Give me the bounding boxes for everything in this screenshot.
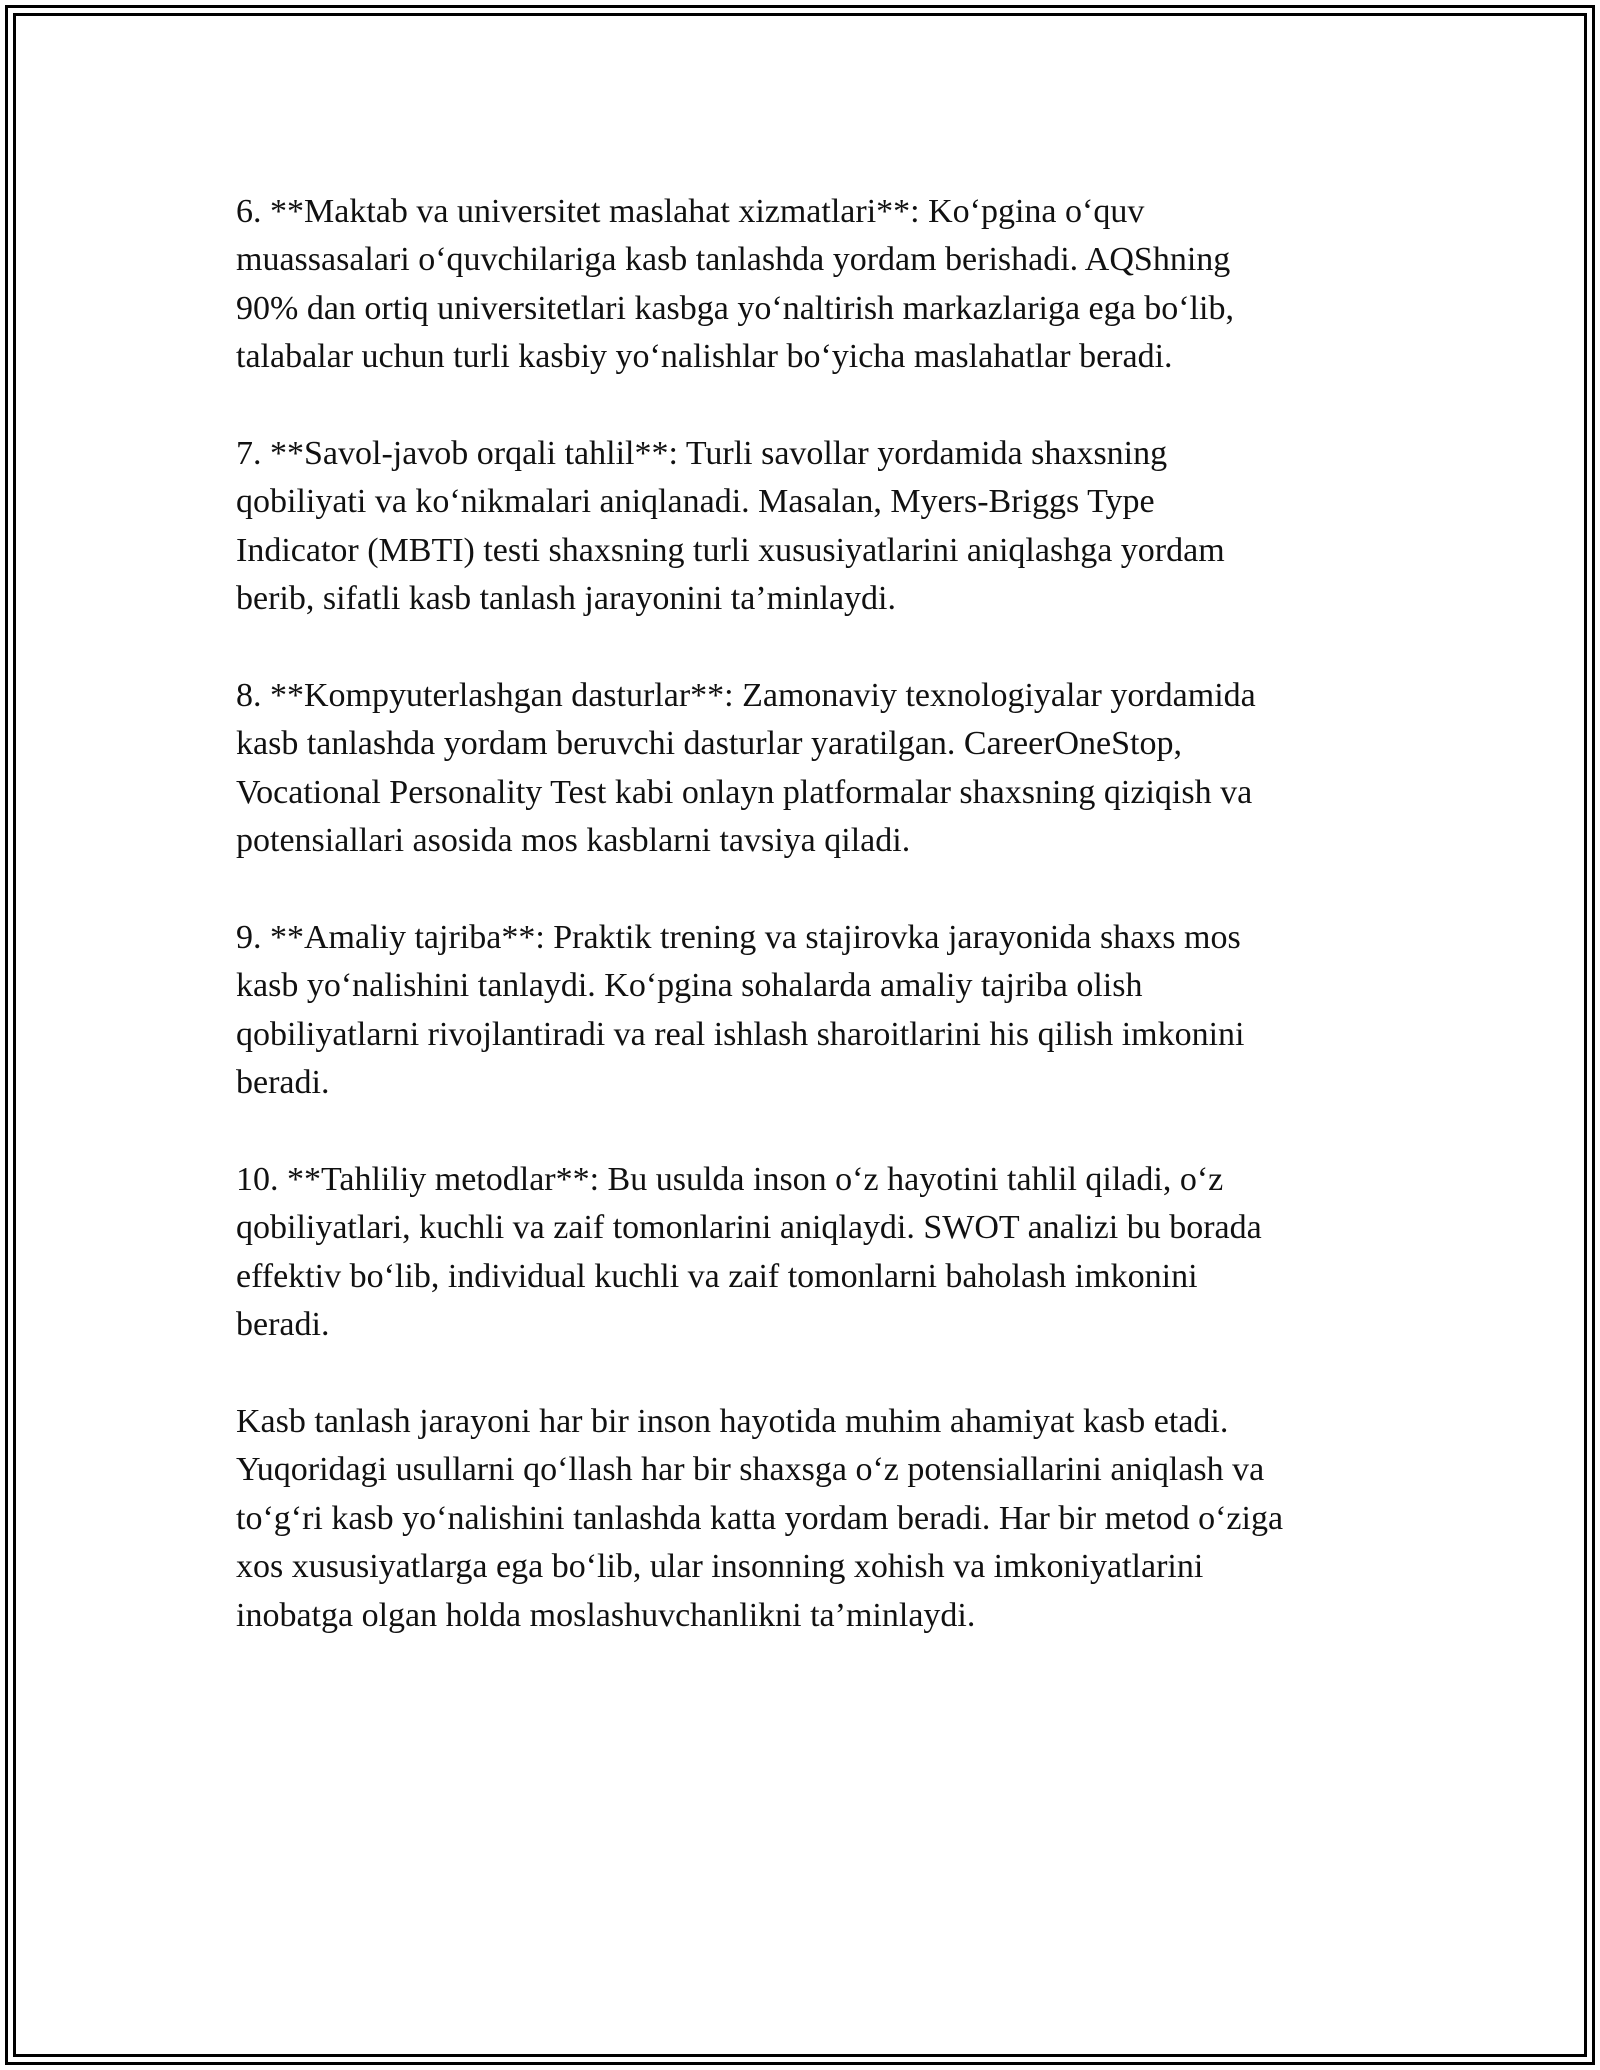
paragraph-item-8: 8. **Kompyuterlashgan dasturlar**: Zamonaviy texnologiyalar yordamida kasb tanlashda yordam beruvchi dasturlar yaratilgan. CareerOneStop, Vocational Personality Test kabi onlayn platformalar shaxsning qiziqish va potensiallari asosida mos kasblarni tavsiya qiladi. xyxy=(236,677,1256,860)
paragraph-conclusion: Kasb tanlash jarayoni har bir inson hayotida muhim ahamiyat kasb etadi. Yuqoridagi usullarni qo‘llash har bir shaxsga o‘z potensiallarini aniqlash va to‘g‘ri kasb yo‘nalishini tanlashda katta yordam beradi. Har bir metod o‘ziga xos xususiyatlarga ega bo‘lib, ular insonning xohish va imkoniyatlarini inobatga olgan holda moslashuvchanlikni ta’minlaydi. xyxy=(236,1403,1284,1634)
paragraph-item-7: 7. **Savol-javob orqali tahlil**: Turli savollar yordamida shaxsning qobiliyati va ko‘nikmalari aniqlanadi. Masalan, Myers-Briggs Type Indicator (MBTI) testi shaxsning turli xususiyatlarini aniqlashga yordam berib, sifatli kasb tanlash jarayonini ta’minlaydi. xyxy=(236,435,1225,618)
document-body xyxy=(236,188,1386,1689)
paragraph-item-9: 9. **Amaliy tajriba**: Praktik trening va stajirovka jarayonida shaxs mos kasb yo‘nalishini tanlaydi. Ko‘pgina sohalarda amaliy tajriba olish qobiliyatlarni rivojlantiradi va real ishlash sharoitlarini his qilish imkonini beradi. xyxy=(236,919,1245,1102)
paragraph-item-10: 10. **Tahliliy metodlar**: Bu usulda inson o‘z hayotini tahlil qiladi, o‘z qobiliyatlari, kuchli va zaif tomonlarini aniqlaydi. SWOT analizi bu borada effektiv bo‘lib, individual kuchli va zaif tomonlarni baholash imkonini beradi. xyxy=(236,1161,1262,1344)
paragraph-item-6: 6. **Maktab va universitet maslahat xizmatlari**: Ko‘pgina o‘quv muassasalari o‘quvchilariga kasb tanlashda yordam berishadi. AQShning 90% dan ortiq universitetlari kasbga yo‘naltirish markazlariga ega bo‘lib, talabalar uchun turli kasbiy yo‘nalishlar bo‘yicha maslahatlar beradi. xyxy=(236,193,1234,376)
